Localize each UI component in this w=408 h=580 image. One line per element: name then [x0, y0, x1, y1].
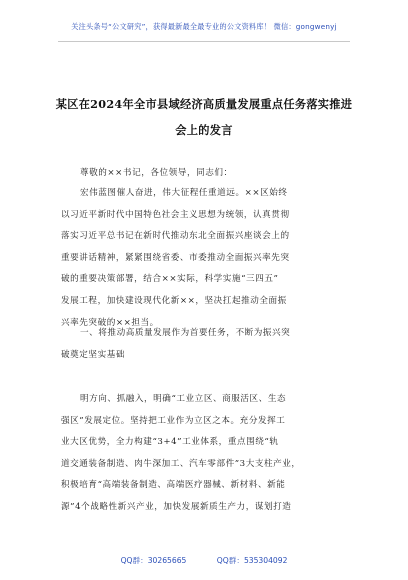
paragraph-line: 破奠定坚实基础 — [61, 349, 126, 360]
paragraph-line: 一、将推动高质量发展作为首要任务，不断为振兴突 — [80, 328, 291, 338]
paragraph-line: 明方向、抓融入，明确“工业立区、商服活区、生态 — [80, 394, 287, 404]
paragraph-line: 强区”发展定位。坚持把工业作为立区之本。充分发挥工 — [61, 415, 286, 426]
paragraph-line: 发展工程，加快建设现代化新××，坚决扛起推动全面振 — [61, 295, 287, 306]
header-banner: 关注头条号“公文研究”，获得最新最全最专业的公文资料库！ 微信：gongwenyj — [71, 22, 337, 31]
paragraph-line: 业大区优势，全力构建“3+4”工业体系，重点围绕“轨 — [61, 437, 279, 448]
paragraph-line: 兴率先突破的××担当。 — [61, 317, 159, 328]
footer-qq-group-1: QQ群：30265665 — [120, 556, 187, 565]
section-heading-1 — [61, 323, 351, 366]
paragraph-line: 积极培育“高端装备制造、高端医疗器械、新材料、新能 — [61, 480, 286, 491]
paragraph-3 — [61, 389, 351, 519]
paragraph-line: 以习近平新时代中国特色社会主义思想为统领，认真贯彻 — [61, 209, 290, 220]
paragraph-line: 宏伟蓝图催人奋进，伟大征程任重道远。××区始终 — [80, 188, 288, 198]
paragraph-line: 落实习近平总书记在新时代推动东北全面振兴座谈会上的 — [61, 231, 290, 242]
document-title-line1: 某区在2024年全市县域经济高质量发展重点任务落实推进 — [55, 97, 353, 111]
paragraph-line: 重要讲话精神，紧紧围绕省委、市委推动全面振兴率先突 — [61, 252, 290, 263]
greeting — [61, 163, 351, 185]
footer-qq-group-2: QQ群：535304092 — [216, 556, 288, 565]
footer — [0, 555, 408, 566]
paragraph-line: 破的重要决策部署，结合××实际，科学实施“三四五” — [61, 274, 279, 285]
header-divider — [58, 41, 350, 42]
paragraph-line: 道交通装备制造、肉牛深加工、汽车零部件”3大支柱产业， — [61, 458, 301, 469]
paragraph-1 — [61, 183, 351, 334]
paragraph-line: 源”4个战略性新兴产业，加快发展新质生产力，谋划打造 — [61, 501, 292, 512]
greeting-text: 尊敬的××书记，各位领导，同志们： — [80, 168, 233, 178]
document-title-line2: 会上的发言 — [175, 123, 233, 137]
